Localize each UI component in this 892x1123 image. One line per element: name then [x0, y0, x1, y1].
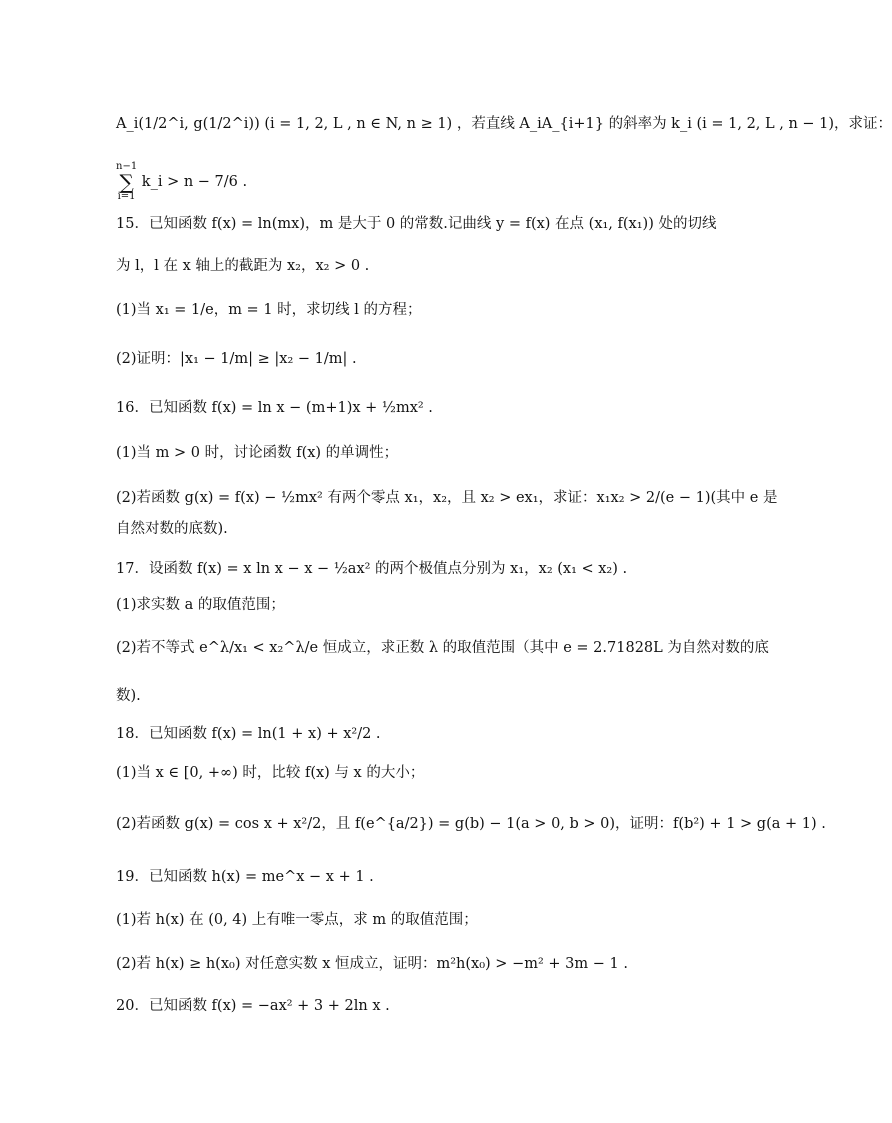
q17-part-2-line-2: 数).: [116, 688, 141, 704]
q15-part-1: (1)当 x₁ = 1/e，m = 1 时，求切线 l 的方程；: [116, 302, 422, 318]
q16-part-1: (1)当 m > 0 时，讨论函数 f(x) 的单调性；: [116, 445, 399, 461]
sum-upper-limit: n−1: [116, 161, 138, 172]
q15-stem-line-1: 15．已知函数 f(x) = ln(mx)，m 是大于 0 的常数.记曲线 y = f(x) 在点 (x₁, f(x₁)) 处的切线: [116, 216, 717, 232]
q18-part-2: (2)若函数 g(x) = cos x + x²/2，且 f(e^{a/2}) = g(b) − 1(a > 0, b > 0)，证明：f(b²) + 1 > g(a + 1) .: [116, 816, 826, 832]
q18-stem: 18．已知函数 f(x) = ln(1 + x) + x²/2 .: [116, 726, 381, 742]
q17-stem: 17．设函数 f(x) = x ln x − x − ½ax² 的两个极值点分别为 x₁，x₂ (x₁ < x₂) .: [116, 561, 628, 577]
q14-inequality: k_i > n − 7/6 .: [141, 174, 248, 190]
q20-stem: 20．已知函数 f(x) = −ax² + 3 + 2ln x .: [116, 998, 390, 1014]
sum-lower-limit: i=1: [117, 191, 136, 202]
q15-part-2: (2)证明：|x₁ − 1/m| ≥ |x₂ − 1/m| .: [116, 351, 357, 367]
q19-stem: 19．已知函数 h(x) = me^x − x + 1 .: [116, 869, 374, 885]
q14-conclusion-line: [116, 162, 684, 202]
q15-stem-line-2: 为 l，l 在 x 轴上的截距为 x₂，x₂ > 0 .: [116, 258, 370, 274]
q18-part-1: (1)当 x ∈ [0, +∞) 时，比较 f(x) 与 x 的大小；: [116, 765, 425, 781]
q16-part-2-line-1: (2)若函数 g(x) = f(x) − ½mx² 有两个零点 x₁，x₂，且 x₂ > ex₁，求证：x₁x₂ > 2/(e − 1)(其中 e 是: [116, 490, 778, 506]
q16-part-2-line-2: 自然对数的底数).: [116, 521, 228, 537]
q17-part-2-line-1: (2)若不等式 e^λ/x₁ < x₂^λ/e 恒成立，求正数 λ 的取值范围（其中 e = 2.71828L 为自然对数的底: [116, 640, 769, 656]
q14-continuation-line: A_i(1/2^i, g(1/2^i)) (i = 1, 2, L , n ∈ N, n ≥ 1) ，若直线 A_iA_{i+1} 的斜率为 k_i (i = 1, 2, L , n − 1)，求证：: [116, 116, 892, 132]
q19-part-1: (1)若 h(x) 在 (0, 4) 上有唯一零点，求 m 的取值范围；: [116, 912, 478, 928]
summation-symbol: n−1 ∑ i=1: [116, 161, 138, 202]
q19-part-2: (2)若 h(x) ≥ h(x₀) 对任意实数 x 恒成立，证明：m²h(x₀) > −m² + 3m − 1 .: [116, 956, 628, 972]
q17-part-1: (1)求实数 a 的取值范围；: [116, 597, 285, 613]
q16-stem: 16．已知函数 f(x) = ln x − (m+1)x + ½mx² .: [116, 400, 433, 416]
